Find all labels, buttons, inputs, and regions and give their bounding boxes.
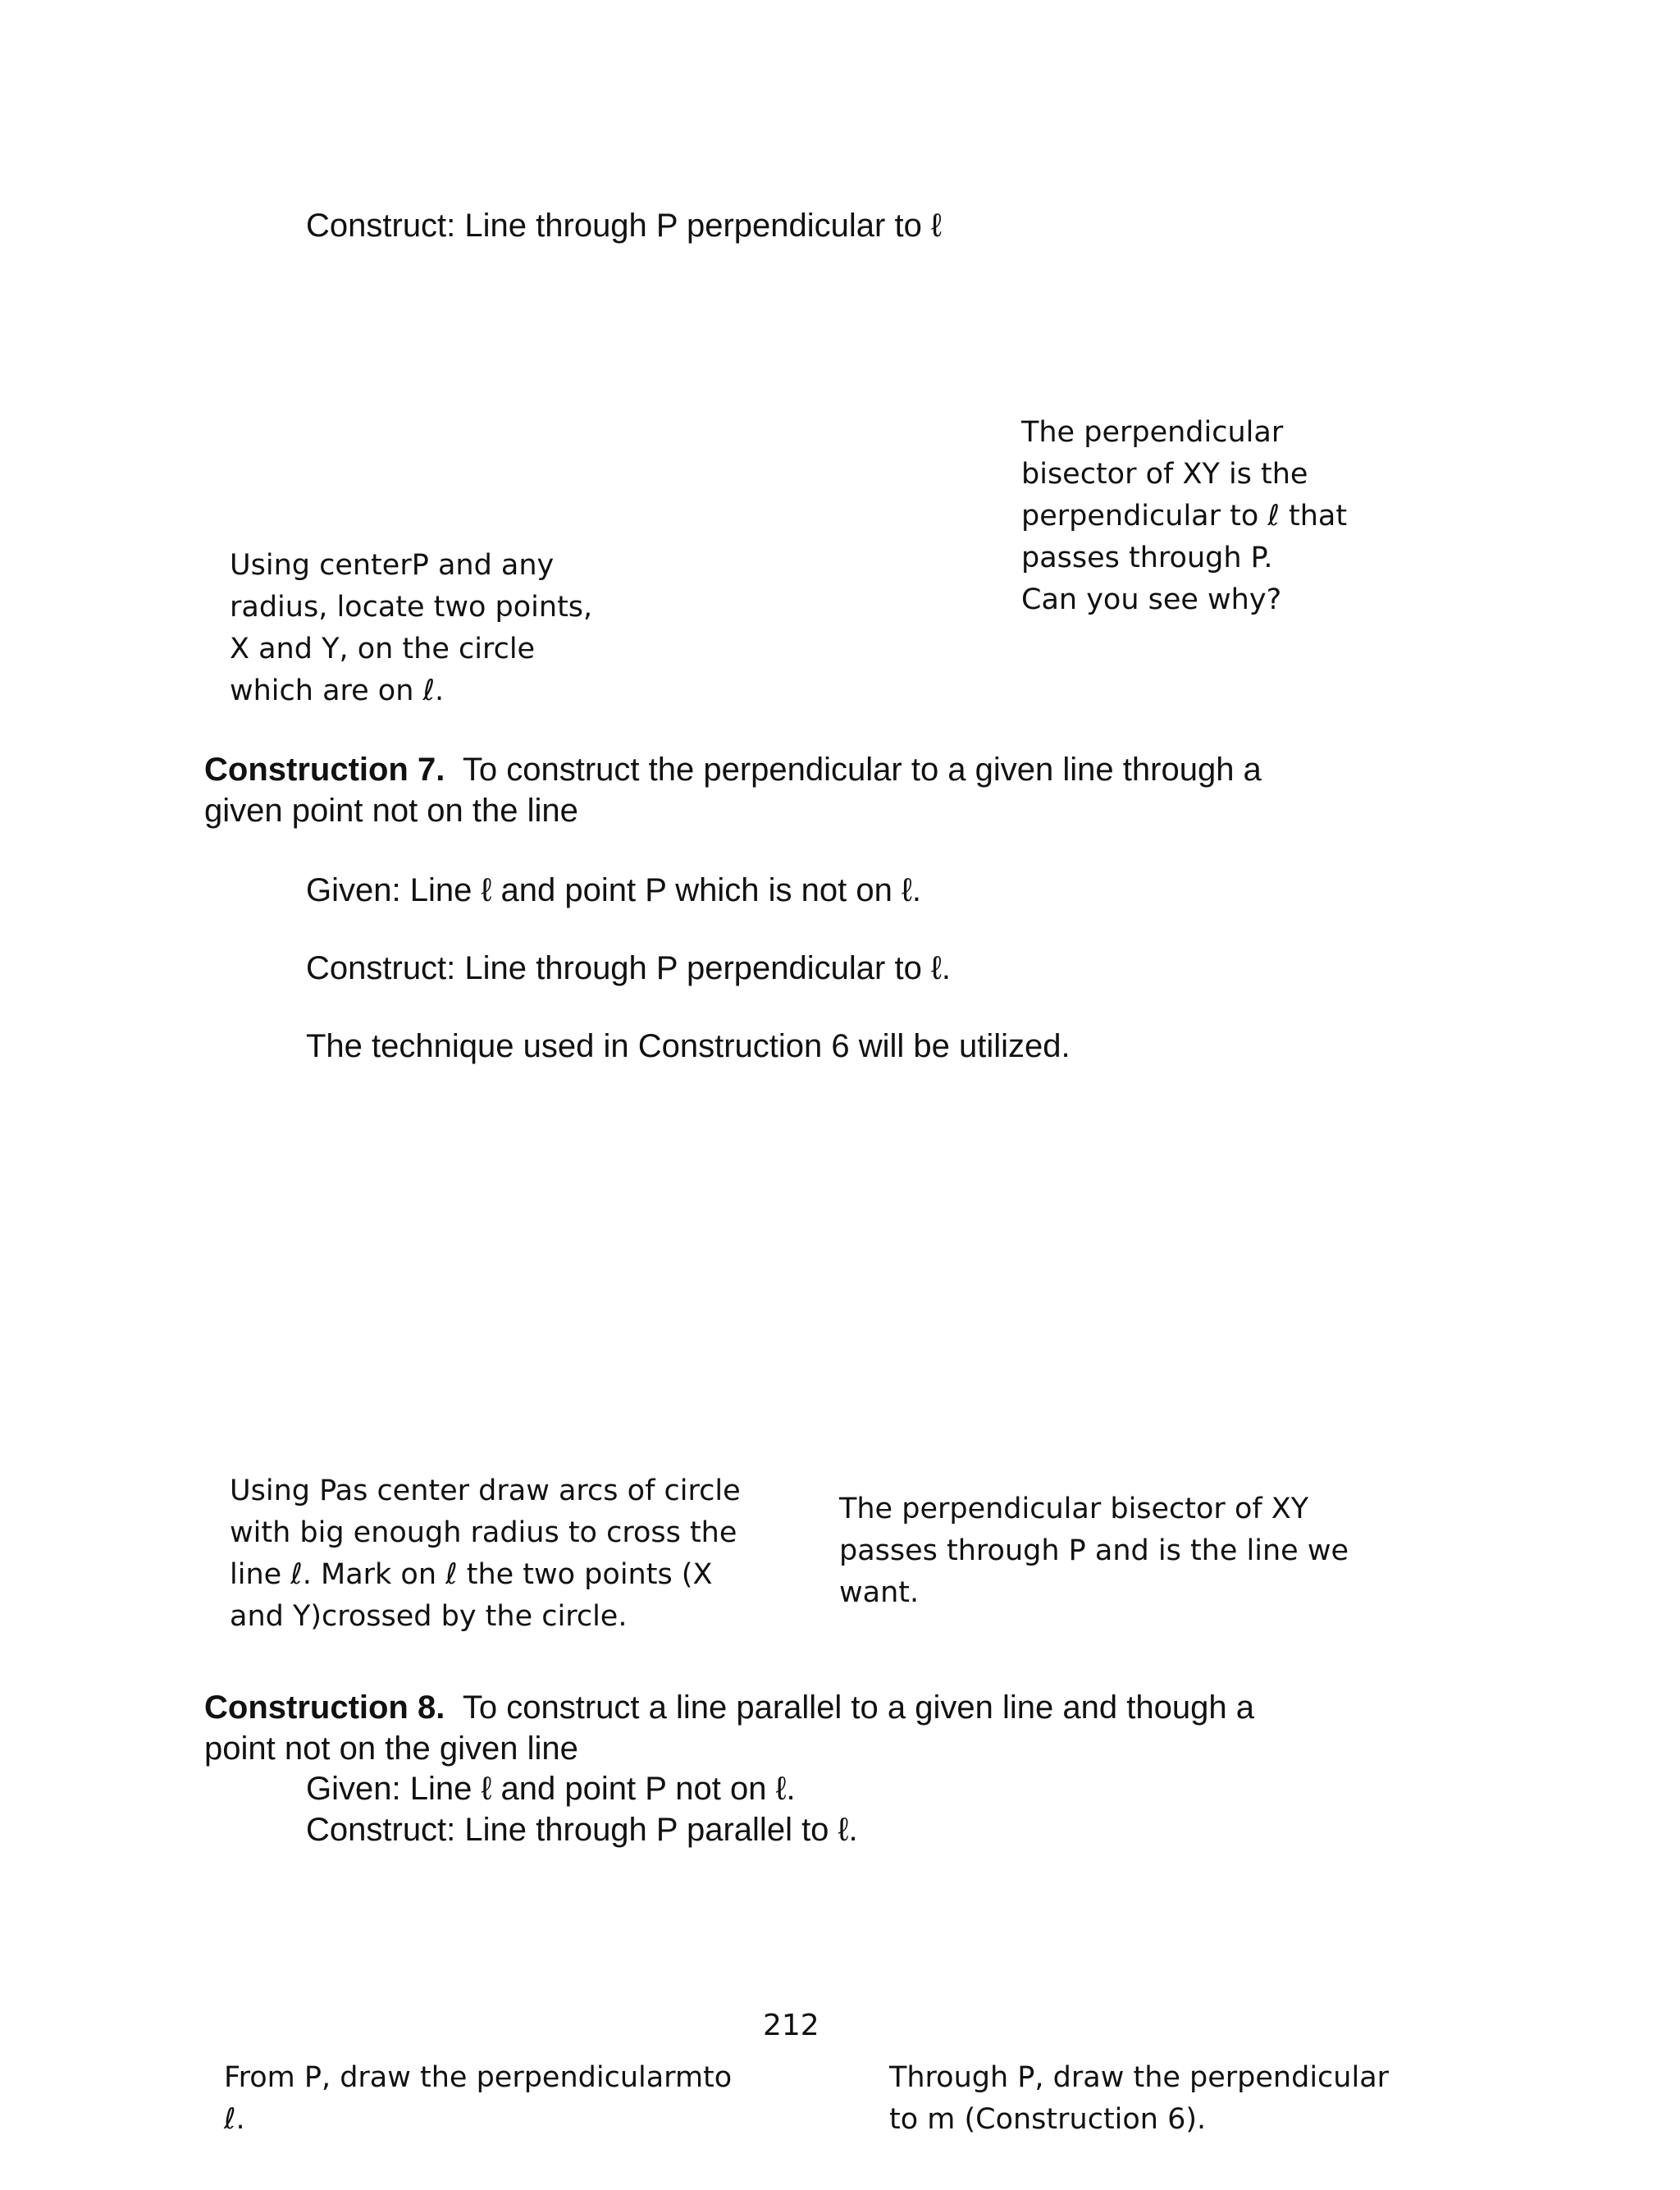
note-line: to m (Construction 6). [889,2103,1207,2136]
note-line: The perpendicular bisector of XY [839,1493,1309,1525]
note-line: line ℓ. Mark on ℓ the two points (X [230,1558,713,1591]
construction-7-construct: Construct: Line through P perpendicular to ℓ. [306,950,951,986]
note-line: Using Pas center draw arcs of circle [230,1474,741,1507]
note-line: which are on ℓ. [230,674,445,707]
c7-note-right [839,1488,1349,1614]
c8-note-left [224,2057,732,2141]
construction-8-title-line1: To construct a line parallel to a given line and though a [462,1689,1254,1726]
c6-note-right [1021,412,1347,621]
note-line: and Y)crossed by the circle. [230,1600,628,1633]
construction-8-given: Given: Line ℓ and point P not on ℓ. [306,1771,796,1807]
note-line: The perpendicular [1021,416,1284,449]
c7-note-left [230,1470,741,1638]
note-line: From P, draw the perpendicularmto [224,2061,733,2094]
note-line: with big enough radius to cross the [230,1516,737,1549]
note-line: Can you see why? [1021,583,1282,616]
construction-7-title-line2: given point not on the line [204,793,578,829]
top-construct-text: Construct: Line through P perpendicular to ℓ [306,208,942,244]
note-line: passes through P and is the line we [839,1534,1349,1567]
construction-7-label: Construction 7. [204,752,445,788]
construction-8-heading [204,1687,1254,1769]
construction-8-construct: Construct: Line through P parallel to ℓ. [306,1812,858,1848]
note-line: Through P, draw the perpendicular [889,2061,1390,2094]
construction-7-title-line1: To construct the perpendicular to a given line through a [462,752,1262,788]
c8-note-right [889,2057,1389,2141]
note-line: passes through P. [1021,542,1273,574]
construction-8-title-line2: point not on the given line [204,1731,578,1767]
note-line: radius, locate two points, [230,591,593,624]
note-line: perpendicular to ℓ that [1021,500,1348,533]
construction-7-technique: The technique used in Construction 6 will be utilized. [306,1028,1071,1064]
c6-note-left [230,545,592,712]
construction-7-heading [204,749,1262,831]
note-line: bisector of XY is the [1021,458,1308,491]
note-line: Using centerP and any [230,549,555,582]
construction-8-label: Construction 8. [204,1689,445,1726]
note-line: ℓ. [224,2103,245,2136]
note-line: X and Y, on the circle [230,633,536,665]
page-number: 212 [763,2009,819,2042]
construction-7-given: Given: Line ℓ and point P which is not on ℓ. [306,872,922,908]
note-line: want. [839,1576,920,1609]
